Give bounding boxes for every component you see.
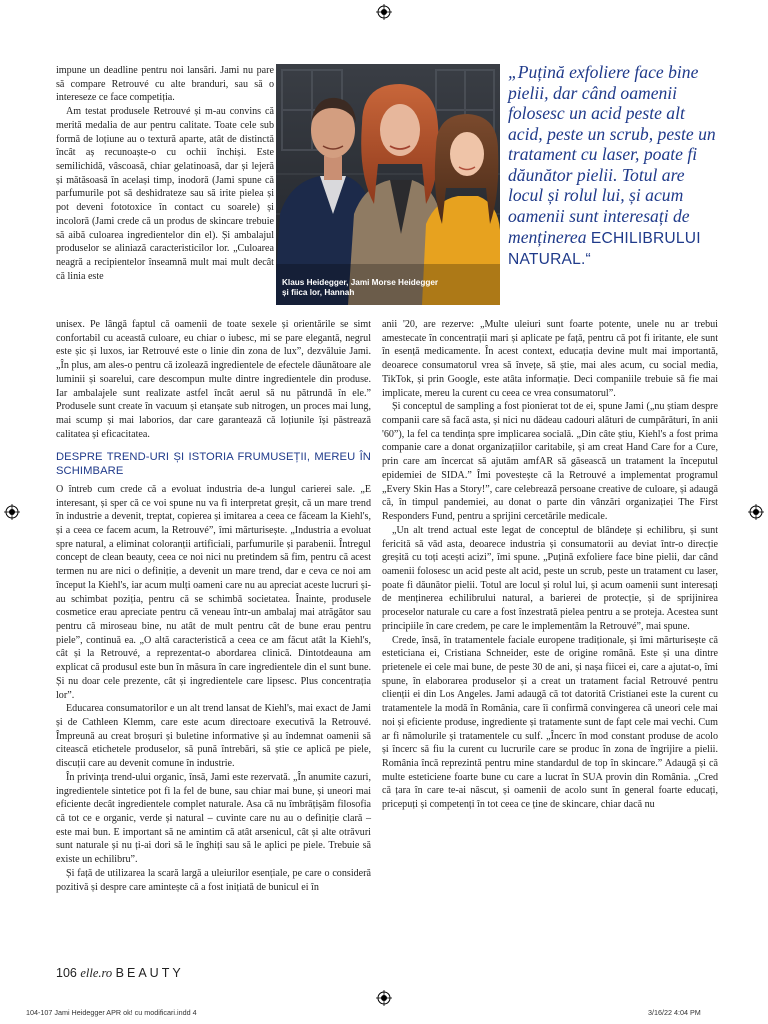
registration-mark-bottom	[376, 990, 392, 1006]
caption-line: Klaus Heidegger, Jami Morse Heidegger	[282, 278, 439, 287]
page-number: 106	[56, 966, 77, 980]
registration-mark-top	[376, 4, 392, 20]
paragraph: Și față de utilizarea la scară largă a uleiurilor esențiale, pe care o consideră pozitivă și despre care amintește că a fost inițiată de bunicul ei în	[56, 867, 371, 893]
footer-site: elle.ro	[80, 966, 113, 980]
paragraph: „Un alt trend actual este legat de conceptul de blândețe și echilibru, și sunt fericită să văd asta, deoarece industria și consumatorii au deviat într-o direcție greșită cu toți acești acizi”, îmi spune. „Puțină exfoliere face bine pielii, dar când oamenii folosesc un acid peste alt acid, peste un scrub, peste un tratament cu laser, poate fi dăunător pielii. Totul are locul și rolul lui, și acum oamenii sunt interesați de menținerea echilibrului natural, a barierei de protecție, și de sprijinirea proceselor naturale cu care a fost înzestrată pielea pentru a se proteja. Acestea sunt principiile în care credem, pe care le implementăm la Retrouvé”, mai spune.	[382, 524, 718, 632]
paragraph: Am testat produsele Retrouvé și m-au convins că merită medalia de aur pentru calitate. Toate cele sub formă de loțiune au o textură aparte, atât de distinctă încât aș recunoaște-o cu ochii închiși. Este semilichidă, vâscoasă, chiar gelatinoasă, dar și lejeră și mătăsoasă în același timp, inodoră (Jami spune că parfumurile pot să deshidrateze sau să irite pielea și pot deveni fototoxice în contact cu soarele) și incoloră (Jami crede că un produs de skincare trebuie să aibă culoarea ingredientelor din el). Și ambalajul produselor se aliniază caracteristicilor lor. „Culoarea neagră a recipientelor înseamnă mult mai mult decât că linia este	[56, 106, 274, 282]
registration-mark-right	[748, 504, 764, 520]
article-column-left-top	[56, 64, 274, 284]
print-slug-timestamp: 3/16/22 4:04 PM	[648, 1008, 701, 1017]
paragraph: Și conceptul de sampling a fost pionierat tot de ei, spune Jami („nu știam despre companii care să facă asta, și nici nu dădeau cadouri alături de cumpărături, în anii '60”), la fel ca tendința spre implicarea socială. „Din câte știu, Kiehl's a fost prima companie care a donat organizațiilor caritabile, și am creat Hand Care for a Cure, prin care am încercat să ajutăm amfAR să găsească un tratament la începutul epidemiei de SIDA.” Îmi povestește că la Retrouvé a implementat programul „Every Skin Has a Story!”, care celebrează persoane creative de culoare, și adaugă că, în timpul pandemiei, au donat o parte din vânzări organizației The First Responders Fund, pentru a sprijini cercetările medicale.	[382, 401, 718, 523]
article-column-left	[56, 318, 371, 894]
caption-line: și fiica lor, Hannah	[282, 287, 355, 297]
page-footer	[56, 966, 184, 981]
pull-quote	[508, 62, 718, 269]
print-slug-file: 104-107 Jami Heidegger APR ok! cu modificari.indd 4	[26, 1008, 197, 1017]
paragraph: O întreb cum crede că a evoluat industria de-a lungul carierei sale. „E interesant, și sper că ce voi spune nu va fi interpretat greșit, că un mare trend în industrie a devenit, treptat, copierea și imitarea a ceea ce făceam la Kiehl's, și a ceea ce facem acum, la Retrouvé”, îmi mărturisește. „Industria a evoluat spre natural, a eliminat coloranții artificiali, parfumurile și parabenii. Întregul concept de clean beauty, ceea ce noi nici nu pretindem să fim, pentru că acest termen nu are nici o definiție, a devenit un mare trend, dar e ceva ce noi am început la Kiehl's, iar acum mulți oameni care nu au apreciat aceste lucruri și-au schimbat poziția, pentru că se schimbă societatea. Înainte, produsele cosmetice erau apreciate pentru că veneau într-un ambalaj mai atrăgător sau pentru că miroseau bine, nu atât de mult pentru cât de bune erau pentru piele”, continuă ea. „O altă caracteristică a ceea ce am făcut atât la Kiehl's, cât și la Retrouvé, a reprezentat-o abordarea clinică. Dintotdeauna am explicat că produsul este bun în măsura în care ingredientele din el sunt bune. Și nu doar cele prezente, cât și ingredientele care lipsesc. Plus concentrația lor”.	[56, 483, 371, 701]
paragraph: impune un deadline pentru noi lansări. Jami nu pare să compare Retrouvé cu alte branduri, sau să o intereseze ce face competiția.	[56, 65, 274, 104]
photo-caption	[282, 278, 502, 298]
article-column-right	[382, 318, 718, 812]
paragraph: Crede, însă, în tratamentele faciale europene tradiționale, și îmi mărturisește că esteticiana ei, Cristiana Schneider, este de origine română. Este și una dintre prietenele ei cele mai bune, de peste 30 de ani, și nașa fiicei ei, care a ajutat-o, îmi spune, în elaborarea produselor și a creat un tratament facial Retrouvé pentru clienții ei din Los Angeles. Jami adaugă că tot datorită Cristianei este la curent cu tratamentele la modă în România, care îi confirmă convingerea că uneori cele mai noi și eficiente produse, ingrediente și tratamente sunt de fapt cele mai vechi. Cum ar fi nămolurile și tratamentele cu sulf. „Încerc în mod constant produse de acolo și încerc să fiu la curent cu lucrurile care se produc în zona de îngrijire a pielii. România încă reprezintă pentru mine standardul de top în skincare.” Adaugă și că multe esteticiene foarte bune cu care a lucrat în SUA provin din România. „Cred că țara în care te-ai născut, și oamenii de acolo sunt în general foarte educați, pricepuți și competenți în tot ceea ce ține de skincare, chiar dacă nu	[382, 634, 718, 811]
footer-section: BEAUTY	[115, 966, 184, 980]
family-photo	[276, 64, 500, 305]
paragraph: În privința trend-ului organic, însă, Jami este rezervată. „În anumite cazuri, ingredientele sintetice pot fi la fel de bune, sau chiar mai bune, și uneori mai eficiente decât ingredientele complet naturale. Asa că nu îmbrățișăm filosofia că tot ce e organic, verde și natural – cuvinte care nu au o definiție clară – este mai bun. E important să ne amintim că atât arsenicul, cât și alte otrăvuri sunt naturale și nu ți-ai dori să le înghiți sau să le aplici pe piele. Trebuie să existe un echilibru”.	[56, 771, 371, 866]
paragraph: anii '20, are rezerve: „Multe uleiuri sunt foarte potente, unele nu ar trebui amestecate în concentrații mari și aplicate pe față, pentru că pot fi iritante, ele sunt în esență medicamente. În acest context, educația devine mult mai importantă, deoarece consumatorul vrea să învețe, să știe, mai ales acum, cu social media, TikTok, și prin Google, este atâta informație. Deci companiile trebuie să fie mai implicate, mereu la curent cu ceea ce vrea consumatorul”.	[382, 319, 718, 399]
section-subhead: DESPRE TREND-URI ȘI ISTORIA FRUMUSEȚII, MEREU ÎN SCHIMBARE	[56, 451, 371, 478]
paragraph: Educarea consumatorilor e un alt trend lansat de Kiehl's, mai exact de Jami și de Cathleen Klemm, care este acum directoare executivă la Retrouvé. Împreună au creat broșuri și buletine informative și au îndemnat oamenii să citească etichetele produselor, să pună întrebări, să știe ce aplică pe piele, discuții care au devenit comune în industrie.	[56, 703, 371, 770]
registration-mark-left	[4, 504, 20, 520]
pull-quote-text: „Puțină exfoliere face bine pielii, dar când oamenii folosesc un acid peste alt acid, peste un scrub, peste un tratament cu laser, poate fi dăunător pielii. Totul are locul și rolul lui, și acum oamenii sunt interesați de menținerea	[508, 62, 716, 247]
paragraph: unisex. Pe lângă faptul că oamenii de toate sexele și orientările se simt confortabil cu această culoare, eu chiar o iubesc, mi se pare elegantă, negrul este șic și luxos, iar Retrouvé este o linie din zona de lux”, dezvăluie Jami. „În plus, am ales-o pentru că izolează ingredientele de efectele dăunătoare ale luminii și soarelui, care descompun multe dintre ingredientele din produse. Iar ambalajele sunt realizate astfel încât aerul să nu pătrundă în ele.” Produsele sunt create în vacuum și etanșate sub nitrogen, un proces mai lung, mai scump și mai laborios, dar care garantează că loțiunile își păstrează calitatea și eficacitatea.	[56, 319, 371, 440]
pull-quote-caps: ECHILIBRULUI NATURAL.“	[508, 229, 701, 268]
